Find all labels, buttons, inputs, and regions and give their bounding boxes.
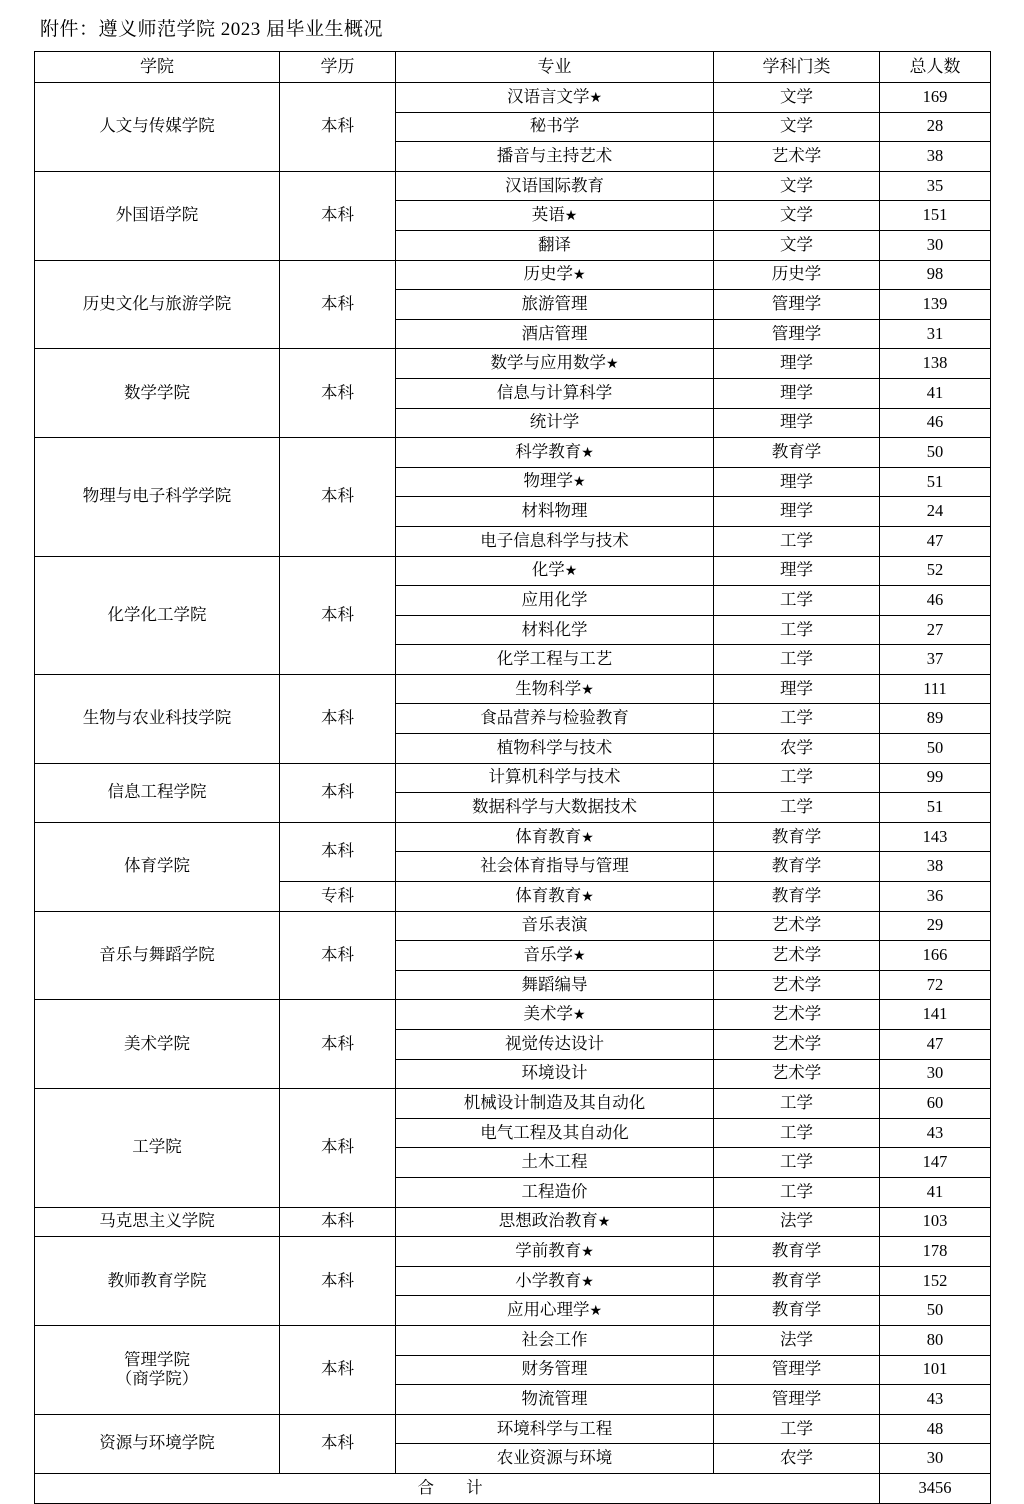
cell-count: 99 xyxy=(880,763,991,793)
cell-discipline: 管理学 xyxy=(714,1355,880,1385)
cell-college: 人文与传媒学院 xyxy=(35,83,280,172)
page-title: 附件：遵义师范学院 2023 届毕业生概况 xyxy=(40,19,384,40)
cell-count: 43 xyxy=(880,1385,991,1415)
cell-major: 音乐表演 xyxy=(396,911,714,941)
cell-major: 环境设计 xyxy=(396,1059,714,1089)
cell-count: 48 xyxy=(880,1414,991,1444)
column-header-discipline: 学科门类 xyxy=(714,52,880,83)
cell-discipline: 文学 xyxy=(714,171,880,201)
cell-major: 旅游管理 xyxy=(396,290,714,320)
cell-discipline: 法学 xyxy=(714,1325,880,1355)
cell-major: 机械设计制造及其自动化 xyxy=(396,1089,714,1119)
cell-discipline: 理学 xyxy=(714,497,880,527)
cell-discipline: 教育学 xyxy=(714,1296,880,1326)
cell-degree: 本科 xyxy=(280,674,396,763)
cell-discipline: 工学 xyxy=(714,1089,880,1119)
cell-count: 43 xyxy=(880,1118,991,1148)
cell-count: 152 xyxy=(880,1266,991,1296)
table-row xyxy=(35,556,991,586)
cell-college: 美术学院 xyxy=(35,1000,280,1089)
cell-discipline: 历史学 xyxy=(714,260,880,290)
cell-major: 材料物理 xyxy=(396,497,714,527)
cell-count: 169 xyxy=(880,83,991,113)
star-icon: ★ xyxy=(581,830,594,846)
cell-count: 41 xyxy=(880,378,991,408)
table-row xyxy=(35,674,991,704)
cell-college: 信息工程学院 xyxy=(35,763,280,822)
cell-discipline: 工学 xyxy=(714,1414,880,1444)
cell-major: 植物科学与技术 xyxy=(396,734,714,764)
cell-major: 应用心理学★ xyxy=(396,1296,714,1326)
cell-college: 马克思主义学院 xyxy=(35,1207,280,1237)
cell-discipline: 艺术学 xyxy=(714,970,880,1000)
cell-degree: 本科 xyxy=(280,1089,396,1207)
cell-major: 社会工作 xyxy=(396,1325,714,1355)
cell-discipline: 教育学 xyxy=(714,438,880,468)
cell-count: 103 xyxy=(880,1207,991,1237)
cell-count: 151 xyxy=(880,201,991,231)
cell-count: 72 xyxy=(880,970,991,1000)
cell-major: 生物科学★ xyxy=(396,674,714,704)
cell-major: 翻译 xyxy=(396,230,714,260)
cell-count: 28 xyxy=(880,112,991,142)
cell-count: 166 xyxy=(880,941,991,971)
total-count: 3456 xyxy=(880,1473,991,1503)
star-icon: ★ xyxy=(564,564,578,580)
cell-discipline: 理学 xyxy=(714,378,880,408)
star-icon: ★ xyxy=(572,948,586,964)
table-header xyxy=(35,52,991,83)
cell-degree: 本科 xyxy=(280,83,396,172)
table-row xyxy=(35,1089,991,1119)
cell-count: 31 xyxy=(880,319,991,349)
table-row xyxy=(35,1325,991,1355)
cell-discipline: 工学 xyxy=(714,645,880,675)
cell-discipline: 工学 xyxy=(714,793,880,823)
table-row xyxy=(35,911,991,941)
cell-discipline: 文学 xyxy=(714,112,880,142)
cell-college: 资源与环境学院 xyxy=(35,1414,280,1473)
cell-discipline: 艺术学 xyxy=(714,1030,880,1060)
cell-college: 教师教育学院 xyxy=(35,1237,280,1326)
cell-count: 52 xyxy=(880,556,991,586)
cell-college: 生物与农业科技学院 xyxy=(35,674,280,763)
cell-discipline: 艺术学 xyxy=(714,1000,880,1030)
star-icon: ★ xyxy=(581,889,594,905)
cell-discipline: 工学 xyxy=(714,526,880,556)
cell-count: 60 xyxy=(880,1089,991,1119)
table-body xyxy=(35,83,991,1474)
cell-count: 50 xyxy=(880,438,991,468)
cell-count: 111 xyxy=(880,674,991,704)
cell-count: 46 xyxy=(880,586,991,616)
cell-discipline: 教育学 xyxy=(714,1266,880,1296)
cell-count: 30 xyxy=(880,230,991,260)
cell-college: 历史文化与旅游学院 xyxy=(35,260,280,349)
cell-college: 数学学院 xyxy=(35,349,280,438)
cell-major: 视觉传达设计 xyxy=(396,1030,714,1060)
cell-degree: 专科 xyxy=(280,882,396,912)
table-row xyxy=(35,260,991,290)
cell-count: 47 xyxy=(880,1030,991,1060)
cell-major: 化学工程与工艺 xyxy=(396,645,714,675)
star-icon: ★ xyxy=(572,268,586,284)
table-header-row xyxy=(35,52,991,83)
cell-count: 37 xyxy=(880,645,991,675)
table-row xyxy=(35,171,991,201)
cell-major: 信息与计算科学 xyxy=(396,378,714,408)
column-header-degree: 学历 xyxy=(280,52,396,83)
cell-count: 101 xyxy=(880,1355,991,1385)
cell-major: 小学教育★ xyxy=(396,1266,714,1296)
cell-count: 38 xyxy=(880,852,991,882)
cell-discipline: 理学 xyxy=(714,408,880,438)
cell-discipline: 工学 xyxy=(714,1118,880,1148)
cell-count: 89 xyxy=(880,704,991,734)
cell-degree: 本科 xyxy=(280,911,396,1000)
cell-major: 食品营养与检验教育 xyxy=(396,704,714,734)
cell-major: 工程造价 xyxy=(396,1177,714,1207)
cell-discipline: 教育学 xyxy=(714,882,880,912)
cell-major: 材料化学 xyxy=(396,615,714,645)
cell-discipline: 农学 xyxy=(714,734,880,764)
cell-degree: 本科 xyxy=(280,1325,396,1414)
cell-discipline: 艺术学 xyxy=(714,941,880,971)
cell-degree: 本科 xyxy=(280,438,396,556)
cell-count: 139 xyxy=(880,290,991,320)
table-row xyxy=(35,1207,991,1237)
cell-count: 35 xyxy=(880,171,991,201)
cell-count: 29 xyxy=(880,911,991,941)
cell-count: 147 xyxy=(880,1148,991,1178)
cell-count: 141 xyxy=(880,1000,991,1030)
table-row xyxy=(35,1414,991,1444)
cell-degree: 本科 xyxy=(280,1237,396,1326)
cell-discipline: 理学 xyxy=(714,556,880,586)
cell-discipline: 农学 xyxy=(714,1444,880,1474)
cell-major: 农业资源与环境 xyxy=(396,1444,714,1474)
cell-major: 环境科学与工程 xyxy=(396,1414,714,1444)
cell-major: 统计学 xyxy=(396,408,714,438)
cell-major: 电气工程及其自动化 xyxy=(396,1118,714,1148)
cell-count: 47 xyxy=(880,526,991,556)
column-header-count: 总人数 xyxy=(880,52,991,83)
table-row xyxy=(35,83,991,113)
cell-major: 电子信息科学与技术 xyxy=(396,526,714,556)
cell-count: 80 xyxy=(880,1325,991,1355)
cell-count: 30 xyxy=(880,1059,991,1089)
cell-major: 应用化学 xyxy=(396,586,714,616)
cell-degree: 本科 xyxy=(280,349,396,438)
cell-discipline: 文学 xyxy=(714,230,880,260)
cell-discipline: 文学 xyxy=(714,83,880,113)
cell-count: 41 xyxy=(880,1177,991,1207)
cell-major: 化学★ xyxy=(396,556,714,586)
table-total-row xyxy=(35,1473,991,1503)
cell-college: 体育学院 xyxy=(35,822,280,911)
cell-major: 土木工程 xyxy=(396,1148,714,1178)
cell-major: 数学与应用数学★ xyxy=(396,349,714,379)
table-row xyxy=(35,1000,991,1030)
cell-major: 社会体育指导与管理 xyxy=(396,852,714,882)
cell-major: 历史学★ xyxy=(396,260,714,290)
cell-discipline: 教育学 xyxy=(714,822,880,852)
cell-major: 计算机科学与技术 xyxy=(396,763,714,793)
cell-discipline: 理学 xyxy=(714,467,880,497)
cell-discipline: 工学 xyxy=(714,1148,880,1178)
cell-major: 物理学★ xyxy=(396,467,714,497)
table-row xyxy=(35,438,991,468)
cell-college: 音乐与舞蹈学院 xyxy=(35,911,280,1000)
cell-degree: 本科 xyxy=(280,171,396,260)
cell-degree: 本科 xyxy=(280,1207,396,1237)
total-label: 合 计 xyxy=(35,1473,880,1503)
star-icon: ★ xyxy=(581,1274,594,1290)
cell-count: 27 xyxy=(880,615,991,645)
cell-major: 舞蹈编导 xyxy=(396,970,714,1000)
cell-discipline: 理学 xyxy=(714,674,880,704)
cell-major: 秘书学 xyxy=(396,112,714,142)
cell-count: 143 xyxy=(880,822,991,852)
cell-major: 美术学★ xyxy=(396,1000,714,1030)
table-footer xyxy=(35,1473,991,1503)
cell-count: 178 xyxy=(880,1237,991,1267)
cell-discipline: 管理学 xyxy=(714,290,880,320)
cell-discipline: 教育学 xyxy=(714,1237,880,1267)
column-header-major: 专业 xyxy=(396,52,714,83)
cell-major: 播音与主持艺术 xyxy=(396,142,714,172)
cell-degree: 本科 xyxy=(280,763,396,822)
cell-discipline: 艺术学 xyxy=(714,142,880,172)
star-icon: ★ xyxy=(581,1244,594,1260)
cell-college: 物理与电子科学学院 xyxy=(35,438,280,556)
cell-count: 24 xyxy=(880,497,991,527)
cell-discipline: 管理学 xyxy=(714,319,880,349)
cell-count: 30 xyxy=(880,1444,991,1474)
cell-major: 音乐学★ xyxy=(396,941,714,971)
cell-major: 学前教育★ xyxy=(396,1237,714,1267)
cell-major: 英语★ xyxy=(396,201,714,231)
cell-discipline: 理学 xyxy=(714,349,880,379)
star-icon: ★ xyxy=(572,1008,586,1024)
cell-degree: 本科 xyxy=(280,556,396,674)
cell-major: 汉语言文学★ xyxy=(396,83,714,113)
cell-discipline: 教育学 xyxy=(714,852,880,882)
cell-discipline: 文学 xyxy=(714,201,880,231)
cell-count: 51 xyxy=(880,793,991,823)
star-icon: ★ xyxy=(589,1304,603,1320)
cell-count: 36 xyxy=(880,882,991,912)
cell-major: 体育教育★ xyxy=(396,822,714,852)
cell-discipline: 工学 xyxy=(714,1177,880,1207)
star-icon: ★ xyxy=(572,475,586,491)
cell-count: 50 xyxy=(880,1296,991,1326)
graduates-table xyxy=(34,51,991,1504)
cell-major: 财务管理 xyxy=(396,1355,714,1385)
cell-major: 数据科学与大数据技术 xyxy=(396,793,714,823)
cell-college: 化学化工学院 xyxy=(35,556,280,674)
cell-count: 46 xyxy=(880,408,991,438)
cell-college: 外国语学院 xyxy=(35,171,280,260)
star-icon: ★ xyxy=(605,357,619,373)
cell-count: 38 xyxy=(880,142,991,172)
cell-discipline: 工学 xyxy=(714,763,880,793)
cell-discipline: 工学 xyxy=(714,586,880,616)
cell-major: 酒店管理 xyxy=(396,319,714,349)
cell-degree: 本科 xyxy=(280,822,396,881)
star-icon: ★ xyxy=(589,90,603,106)
cell-degree: 本科 xyxy=(280,1000,396,1089)
cell-count: 138 xyxy=(880,349,991,379)
column-header-college: 学院 xyxy=(35,52,280,83)
cell-discipline: 艺术学 xyxy=(714,1059,880,1089)
cell-count: 51 xyxy=(880,467,991,497)
cell-count: 98 xyxy=(880,260,991,290)
cell-discipline: 法学 xyxy=(714,1207,880,1237)
cell-discipline: 工学 xyxy=(714,704,880,734)
star-icon: ★ xyxy=(564,209,578,225)
cell-discipline: 管理学 xyxy=(714,1385,880,1415)
star-icon: ★ xyxy=(581,445,594,461)
table-row xyxy=(35,349,991,379)
cell-degree: 本科 xyxy=(280,1414,396,1473)
table-row xyxy=(35,1237,991,1267)
cell-major: 体育教育★ xyxy=(396,882,714,912)
cell-major: 汉语国际教育 xyxy=(396,171,714,201)
cell-college: 管理学院 （商学院） xyxy=(35,1325,280,1414)
star-icon: ★ xyxy=(581,682,594,698)
cell-major: 物流管理 xyxy=(396,1385,714,1415)
star-icon: ★ xyxy=(597,1215,611,1231)
cell-discipline: 艺术学 xyxy=(714,911,880,941)
table-row xyxy=(35,763,991,793)
table-row xyxy=(35,822,991,852)
cell-major: 思想政治教育★ xyxy=(396,1207,714,1237)
cell-major: 科学教育★ xyxy=(396,438,714,468)
cell-discipline: 工学 xyxy=(714,615,880,645)
cell-count: 50 xyxy=(880,734,991,764)
cell-college: 工学院 xyxy=(35,1089,280,1207)
cell-degree: 本科 xyxy=(280,260,396,349)
